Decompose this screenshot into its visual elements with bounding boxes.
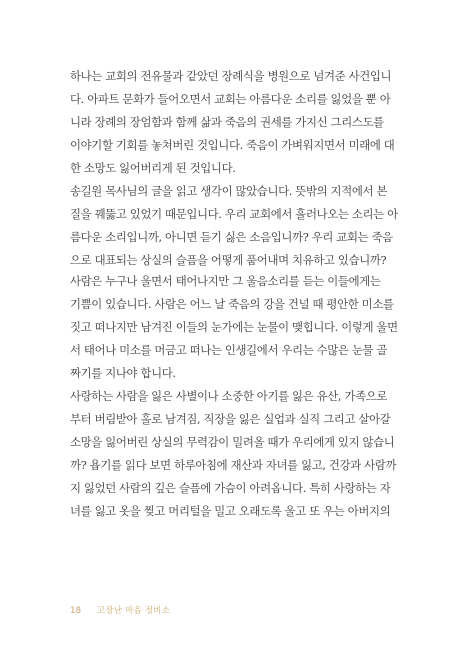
text-line: 녀를 잃고 옷을 찢고 머리털을 밀고 오래도록 울고 또 우는 아버지의 bbox=[70, 504, 391, 518]
text-line: 한 소망도 잃어버리게 된 것입니다. bbox=[70, 161, 236, 175]
text-line: 다. 아파트 문화가 들어오면서 교회는 아름다운 소리를 잃었을 뿐 아 bbox=[70, 92, 391, 106]
running-title: 고장난 마음 정비소 bbox=[96, 606, 170, 616]
text-line: 소망을 잃어버린 상실의 무력감이 밀려올 때가 우리에게 있지 않습니 bbox=[70, 435, 395, 449]
body-text-block-1 bbox=[70, 65, 400, 272]
text-line: 서 태어나 미소를 머금고 떠나는 인생길에서 우리는 수많은 눈물 골 bbox=[70, 343, 388, 357]
text-line: 까? 욥기를 읽다 보면 하루아침에 재산과 자녀를 잃고, 건강과 사람까 bbox=[70, 458, 397, 472]
text-line: 름다운 소리입니까, 아니면 듣기 싫은 소음입니까? 우리 교회는 죽음 bbox=[70, 230, 393, 244]
page-footer bbox=[70, 604, 170, 616]
text-line: 질을 꿰뚫고 있었기 때문입니다. 우리 교회에서 흘러나오는 소리는 아 bbox=[70, 207, 398, 221]
text-line: 송길원 목사님의 글을 읽고 생각이 많았습니다. 뜻밖의 지적에서 본 bbox=[70, 184, 388, 198]
text-line: 사랑하는 사람을 잃은 사별이나 소중한 아기를 잃은 유산, 가족으로 bbox=[70, 389, 388, 403]
text-line: 부터 버림받아 홀로 남겨짐, 직장을 잃은 실업과 실직 그리고 살아갈 bbox=[70, 412, 391, 426]
body-text-block-2 bbox=[70, 270, 400, 523]
text-line: 하나는 교회의 전유물과 같았던 장례식을 병원으로 넘겨준 사건입니 bbox=[70, 69, 392, 83]
text-line: 지 잃었던 사람의 깊은 슬픔에 가슴이 아려옵니다. 특히 사랑하는 자 bbox=[70, 481, 391, 495]
text-line: 기쁨이 있습니다. 사람은 어느 날 죽음의 강을 건널 때 평안한 미소를 bbox=[70, 297, 394, 311]
text-line: 으로 대표되는 상실의 슬픔을 어떻게 품어내며 치유하고 있습니까? bbox=[70, 253, 387, 267]
text-line: 이야기할 기회를 놓쳐버린 것입니다. 죽음이 가벼워지면서 미래에 대 bbox=[70, 138, 395, 152]
text-line: 짜기를 지나야 합니다. bbox=[70, 366, 176, 380]
text-line: 니라 장례의 장엄함과 함께 삶과 죽음의 권세를 가지신 그리스도를 bbox=[70, 115, 384, 129]
text-line: 짓고 떠나지만 남겨진 이들의 눈가에는 눈물이 맺힙니다. 이렇게 울면 bbox=[70, 320, 398, 334]
text-line: 사람은 누구나 울면서 태어나지만 그 울음소리를 듣는 이들에게는 bbox=[70, 274, 381, 288]
page-number: 18 bbox=[70, 606, 82, 616]
